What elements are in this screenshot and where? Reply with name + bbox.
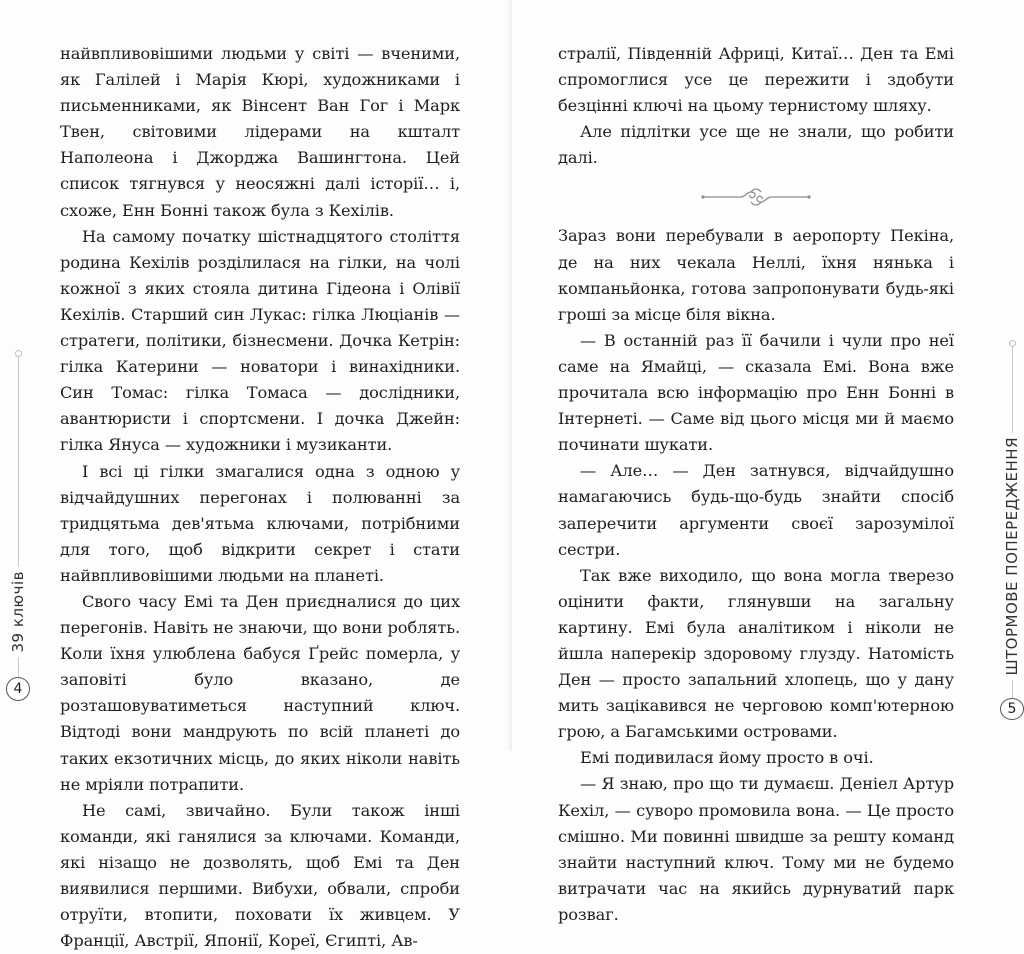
paragraph: — Я знаю, про що ти думаєш. Деніел Артур Кехіл, — суворо промовила вона. — Це просто смішно. Ми повинні швидше за решту команд знайти наступний ключ. Тому ми не будемо витрачати час на якийсь дурнуватий парк розваг. bbox=[558, 774, 954, 924]
paragraph: На самому початку шістнадцятого століття родина Кехілів розділилася на гілки, на чолі кожної з яких стояла дитина Гідеона і Олівії Кехілів. Старший син Лукас: гілка Люціанів — стратеги, політики, бізнесмени. Дочка Кетрін: гілка Катерини — новатори і винахідники. Син Томас: гілка Томаса — дослідники, авантюристи і спортсмени. І дочка Джейн: гілка Януса — художники і музиканти. bbox=[60, 226, 460, 455]
paragraph: Свого часу Емі та Ден приєдналися до цих перегонів. Навіть не знаючи, що вони роблять. Коли їхня улюблена бабуся Ґрейс померла, у заповіті було вказано, де розташовуватиметься наступний ключ. Відтоді вони мандрують по всій планеті до таких екзотичних місць, до яких ніколи навіть не мріяли потрапити. bbox=[60, 591, 460, 794]
paragraph: Зараз вони перебували в аеропорту Пекіна, де на них чекала Неллі, їхня нянька і компаньйонка, готова запропонувати будь-які гроші за місце біля вікна. bbox=[558, 226, 954, 324]
paragraph: Емі подивилася йому просто в очі. bbox=[580, 748, 874, 768]
rail-dot-icon bbox=[15, 350, 22, 357]
rail-line bbox=[18, 357, 19, 567]
paragraph: Так вже виходило, що вона могла тверезо оцінити факти, глянувши на загальну картину. Емі була аналітиком і ніколи не йшла наперекір здоровому глузду. Натомість Ден — просто запальний хлопець, що у дану мить зацікавився не черговою комп'ютерною грою, а Багамськими островами. bbox=[558, 565, 954, 742]
paragraph: — Але… — Ден затнувся, відчайдушно намагаючись будь-що-будь знайти спосіб заперечити аргументи своєї зарозумілої сестри. bbox=[558, 461, 954, 559]
left-page bbox=[0, 0, 512, 951]
book-title-label: 39 ключів bbox=[9, 571, 27, 653]
right-text-bottom bbox=[558, 223, 954, 928]
right-page bbox=[512, 0, 1024, 924]
right-text-top bbox=[558, 41, 954, 171]
scroll-divider-icon bbox=[701, 182, 811, 212]
section-divider bbox=[558, 171, 954, 223]
rail-line bbox=[1012, 680, 1013, 698]
paragraph: Але підлітки усе ще не знали, що робити далі. bbox=[558, 122, 954, 168]
chapter-title-label: ШТОРМОВЕ ПОПЕРЕДЖЕННЯ bbox=[1003, 437, 1021, 676]
right-side-rail bbox=[1001, 340, 1023, 720]
page-number-left: 4 bbox=[6, 677, 30, 701]
paragraph: Не самі, звичайно. Були також інші команди, які ганялися за ключами. Команди, які нізащо не дозволять, щоб Емі та Ден виявилися першими. Вибухи, обвали, спроби отруїти, втопити, поховати їх живцем. У Франції, Австрії, Японії, Кореї, Єгипті, Ав- bbox=[60, 800, 460, 951]
rail-line bbox=[1012, 347, 1013, 434]
page-number-right: 5 bbox=[1000, 698, 1024, 720]
paragraph: стралії, Південній Африці, Китаї… Ден та Емі спромоглися усе це пережити і здобути безцінні ключі на цьому тернистому шляху. bbox=[558, 44, 954, 116]
paragraph: — В останній раз її бачили і чули про неї саме на Ямайці, — сказала Емі. Вона вже прочитала всю інформацію про Енн Бонні в Інтернеті. — Саме від цього місця ми й маємо починати шукати. bbox=[558, 330, 954, 455]
left-side-rail bbox=[7, 350, 29, 730]
right-page-text bbox=[558, 41, 954, 928]
paragraph: найвпливовішими людьми у світі — вченими, як Галілей і Марія Кюрі, художниками і письменниками, як Вінсент Ван Гог і Марк Твен, світовими лідерами на кшталт Наполеона і Джорджа Вашингтона. Цей список тягнувся у неосяжні далі історії… і, схоже, Енн Бонні також була з Кехілів. bbox=[60, 44, 460, 220]
paragraph: І всі ці гілки змагалися одна з одною у відчайдушних перегонах і полюванні за тридцятьма дев'ятьма ключами, потрібними для того, щоб відкрити секрет і стати найвпливовішими людьми на планеті. bbox=[60, 461, 460, 585]
rail-line bbox=[18, 657, 19, 677]
left-page-text bbox=[60, 41, 460, 954]
